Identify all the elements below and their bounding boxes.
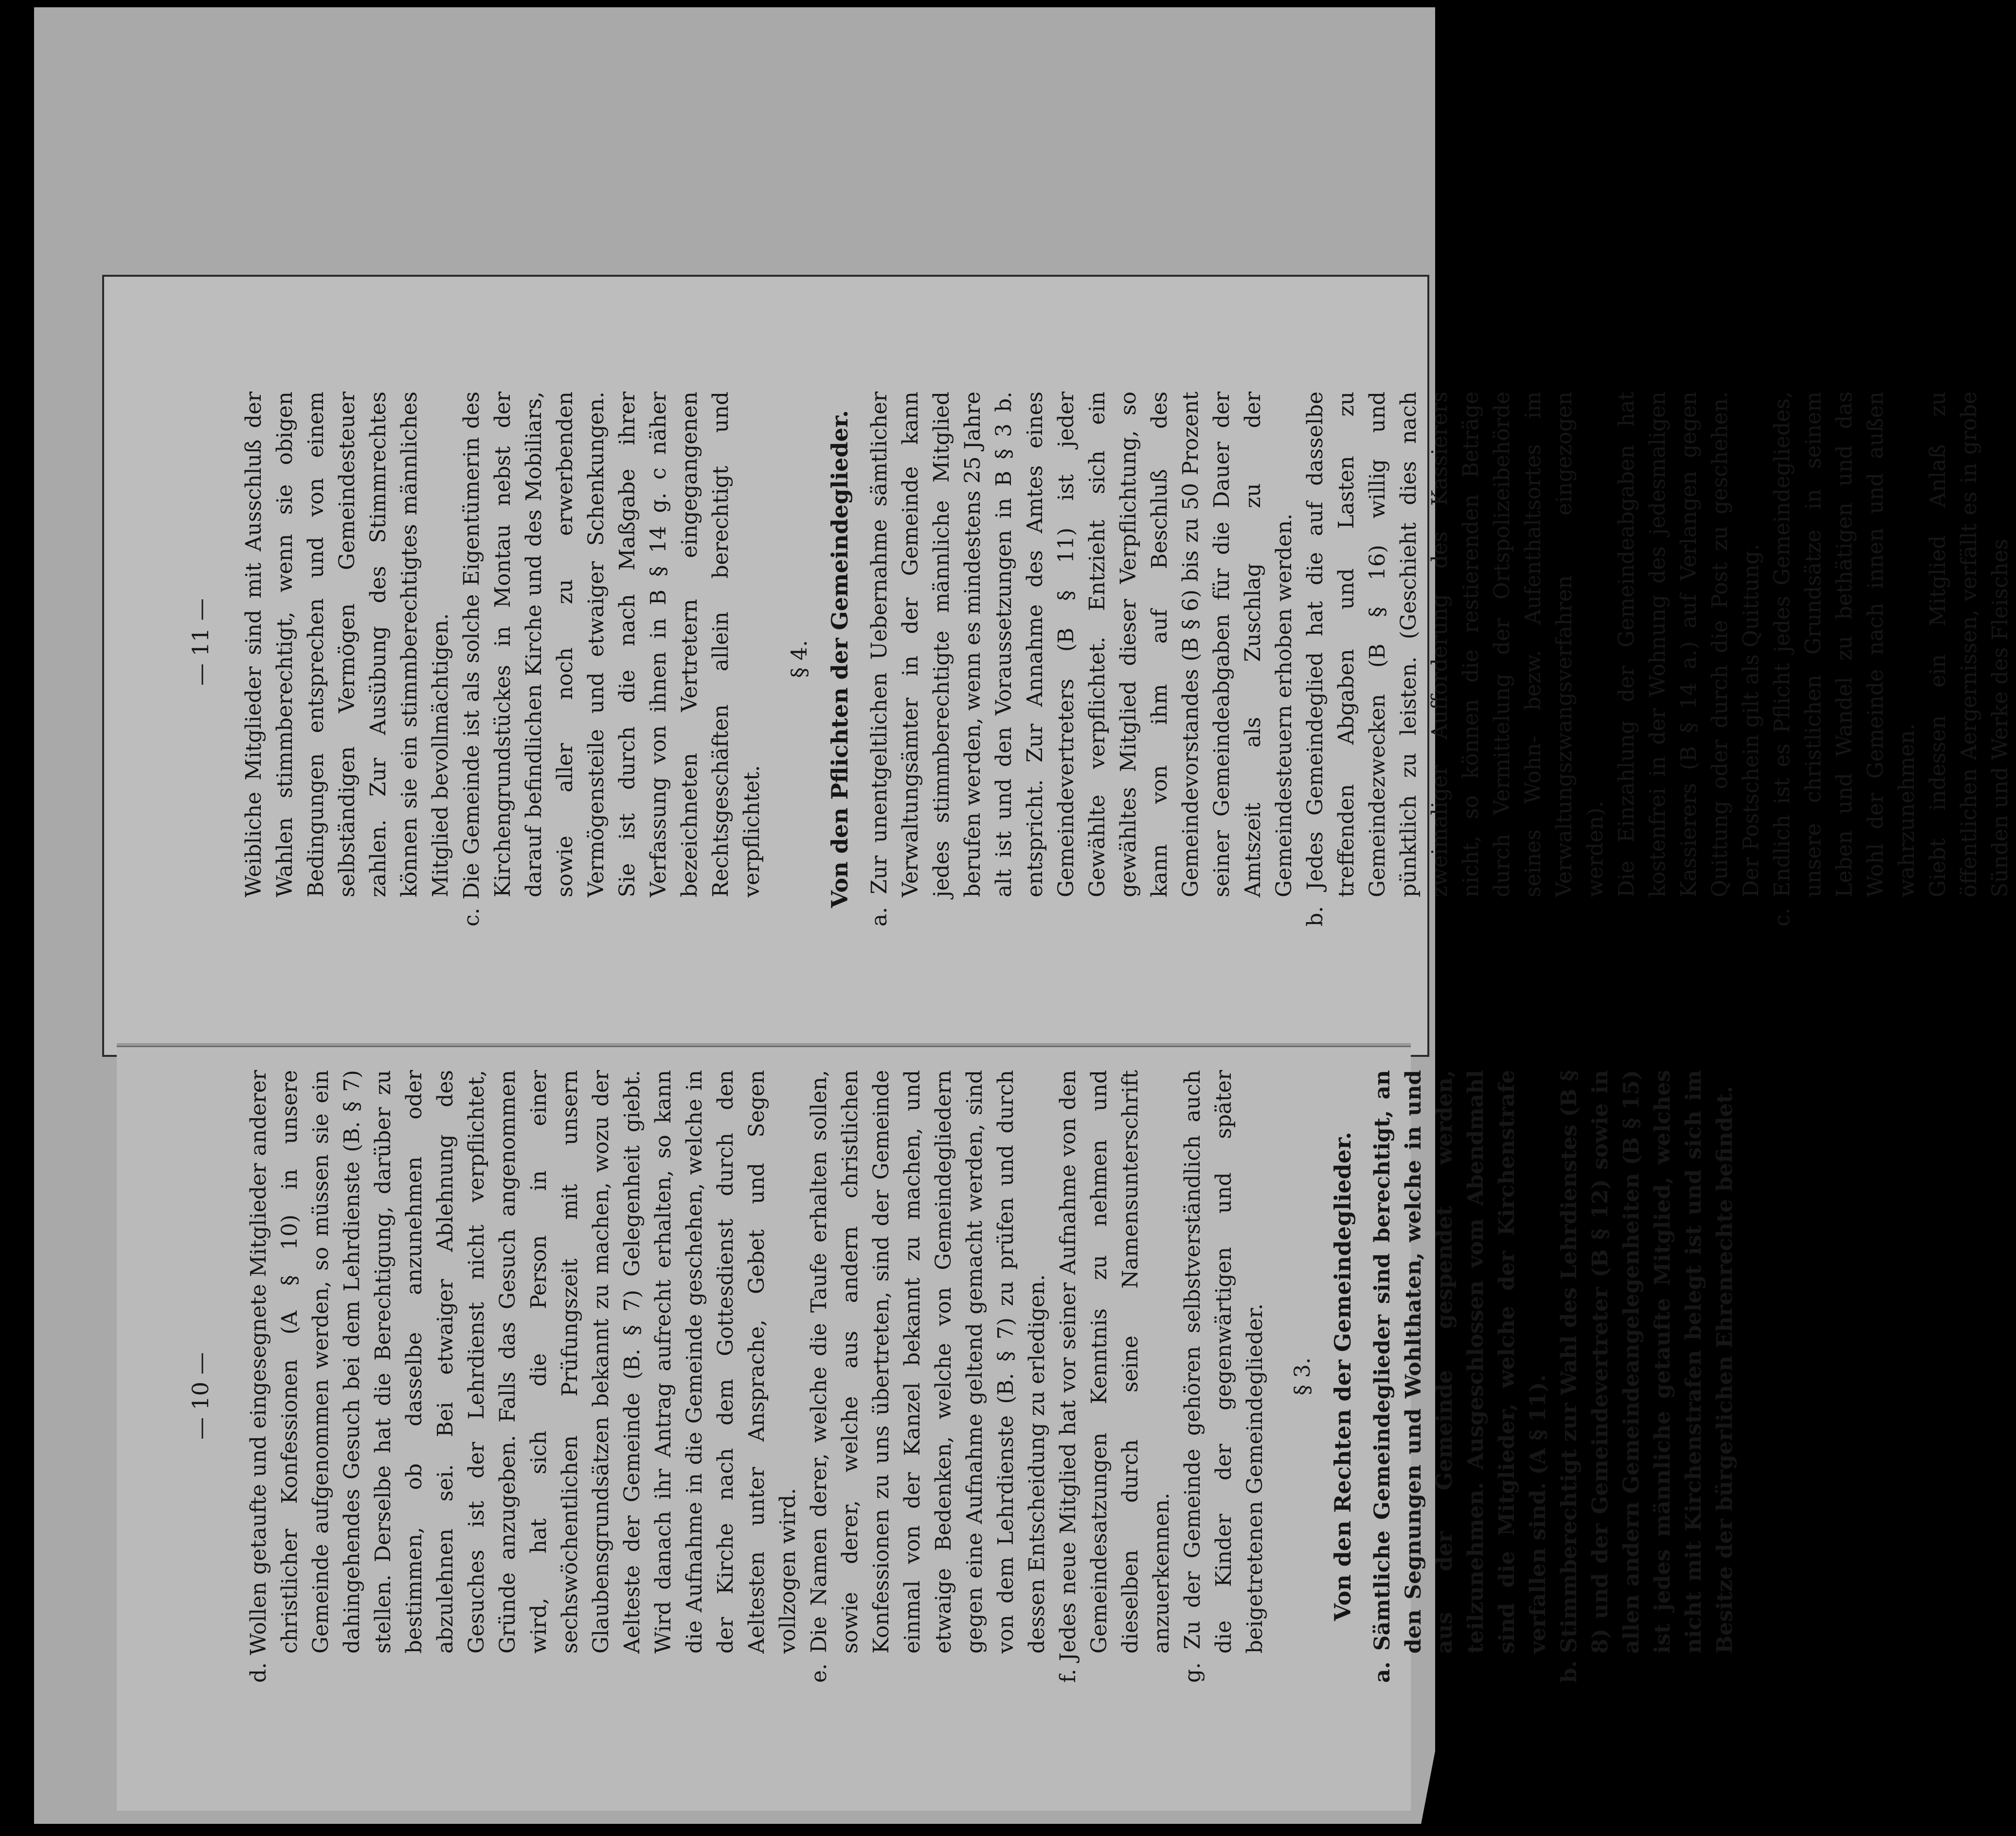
paragraph-b: b. Jedes Gemeindeglied hat die auf dasselbe treffenden Abgaben und Lasten zu Gemeindezwecken (B § 16) willig und pünktlich zu leisten. (Geschieht dies nach zweimaliger Aufforderung des Kassierers nicht, so können die restierenden Beträge durch Vermittelung der Ortspolizeibehörde seines Wohn- bezw. Aufenthaltsortes im Verwaltungszwangsverfahren eingezogen werden). — [1303, 392, 1608, 927]
paragraph-a: a. Zur unentgeltlichen Uebernahme sämtlicher Verwaltungsämter in der Gemeinde kann jedes stimmberechtigte männliche Mitglied berufen werden, wenn es mindestens 25 Jahre alt ist und den Voraussetzungen in B § 3 b. entspricht. Zur Annahme des Amtes eines Gemeindevertreters (B § 11) ist jeder Gewählte verpflichtet. Entzieht sich ein gewähltes Mitglied dieser Verpflichtung, so kann von ihm auf Beschluß des Gemeindevorstandes (B § 6) bis zu 50 Prozent seiner Gemeindeabgaben für die Dauer der Amtszeit als Zuschlag zu der Gemeindesteuern erhoben werden. — [867, 392, 1296, 927]
section-number-4: § 4. — [787, 640, 812, 678]
paragraph-intro: Weibliche Mitglieder sind mit Ausschluß der Wahlen stimmberechtigt, wenn sie obigen Bedingungen entsprechen und von einem selbständigen Vermögen Gemeindesteuer zahlen. Zur Ausübung des Stimmrechtes können sie ein stimmberechtigtes männliches Mitglied bevollmächtigen. — [241, 392, 453, 897]
paragraph-d: d. Wollen getaufte und eingesegnete Mitglieder anderer christlicher Konfessionen (A § 10) in unsere Gemeinde aufgenommen werden, so müssen sie ein dahingehendes Gesuch bei dem Lehrdienste (B. § 7) stellen. Derselbe hat die Berechtigung, darüber zu bestimmen, ob dasselbe anzunehmen oder abzulehnen sei. Bei etwaiger Ablehnung des Gesuches ist der Lehrdienst nicht verpflichtet, Gründe anzugeben. Falls das Gesuch angenommen wird, hat sich die Person in einer sechswöchentlichen Prüfungszeit mit unsern Glaubensgrundsätzen bekannt zu machen, wozu der Aelteste der Gemeinde (B. § 7) Gelegenheit giebt. Wird danach ihr Antrag aufrecht erhalten, so kann die Aufnahme in die Gemeinde geschehen, welche in der Kirche nach dem Gottesdienst durch den Aeltesten unter Ansprache, Gebet und Segen vollzogen wird. — [246, 1070, 800, 1683]
page-number-11: — 11 — — [187, 598, 214, 686]
paragraph-b-continued: Die Einzahlung der Gemeindeabgaben hat kostenfrei in der Wohnung des jedesmaligen Kassierers (B § 14 a.) auf Verlangen gegen Quittung oder durch die Post zu geschehen. Der Postschein gilt als Quittung. — [1614, 392, 1764, 897]
paragraph-rights-b: b. Stimmberechtigt zur Wahl des Lehrdienstes (B § 8) und der Gemeindevertreter (B § 12) sowie in allen andern Gemeindeangelegenheiten (B § 15) ist jedes männliche getaufte Mitglied, welches nicht mit Kirchenstrafen belegt ist und sich im Besitze der bürgerlichen Ehrenrechte befindet. — [1557, 1070, 1737, 1683]
section-title-4: Von den Pflichten der Gemeindeglieder. — [827, 410, 853, 908]
page-number-10: — 10 — — [187, 1352, 214, 1440]
paragraph-c: c. Die Gemeinde ist als solche Eigentümerin des Kirchengrundstückes in Montau nebst der darauf befindlichen Kirche und des Mobiliars, sowie aller noch zu erwerbenden Vermögensteile und etwaiger Schenkungen. Sie ist durch die nach Maßgabe ihrer Verfassung von ihnen in B § 14 g. c näher bezeichneten Vertretern eingegangenen Rechtsgeschäften allein berechtigt und verpflichtet. — [459, 392, 764, 927]
paragraph-c-continued: Giebt indessen ein Mitglied Anlaß zu öffentlichen Aergernissen, verfällt es in grobe Sünden und Werke des Fleisches — [1926, 392, 2013, 897]
page-10-text-column — [243, 1070, 1737, 1683]
paragraph-c-duties: c. Endlich ist es Pflicht jedes Gemeindegliedes, unsere christlichen Grundsätze in seinem Leben und Wandel zu bethätigen und das Wohl der Gemeinde nach innen und außen wahrzunehmen. — [1770, 392, 1919, 927]
paragraph-g: g. Zu der Gemeinde gehören selbstverständlich auch die Kinder der gegenwärtigen und später beigetretenen Gemeindeglieder. — [1180, 1070, 1267, 1683]
page-11-text-column — [238, 392, 2013, 927]
section-number-3: § 3. — [1290, 1357, 1315, 1395]
paragraph-rights-a: a. Sämtliche Gemeindeglieder sind berechtigt, an den Segnungen und Wohlthaten, welche in und aus der Gemeinde gespendet werden, teilzunehmen. Ausgeschlossen vom Abendmahl sind die Mitglieder, welche der Kirchenstrafe verfallen sind. (A § 11). — [1370, 1070, 1550, 1683]
paragraph-e: e. Die Namen derer, welche die Taufe erhalten sollen, sowie derer, welche aus andern christlichen Konfessionen zu uns übertreten, sind der Gemeinde einmal von der Kanzel bekannt zu machen, und etwaige Bedenken, welche von Gemeindegliedern gegen eine Aufnahme geltend gemacht werden, sind von dem Lehrdienste (B. § 7) zu prüfen und durch dessen Entscheidung zu erledigen. — [807, 1070, 1049, 1683]
section-title-3: Von den Rechten der Gemeindeglieder. — [1330, 1132, 1356, 1621]
paragraph-f: f. Jedes neue Mitglied hat vor seiner Aufnahme von den Gemeindesatzungen Kenntnis zu nehmen und dieselben durch seine Namensunterschrift anzuerkennen. — [1056, 1070, 1174, 1683]
